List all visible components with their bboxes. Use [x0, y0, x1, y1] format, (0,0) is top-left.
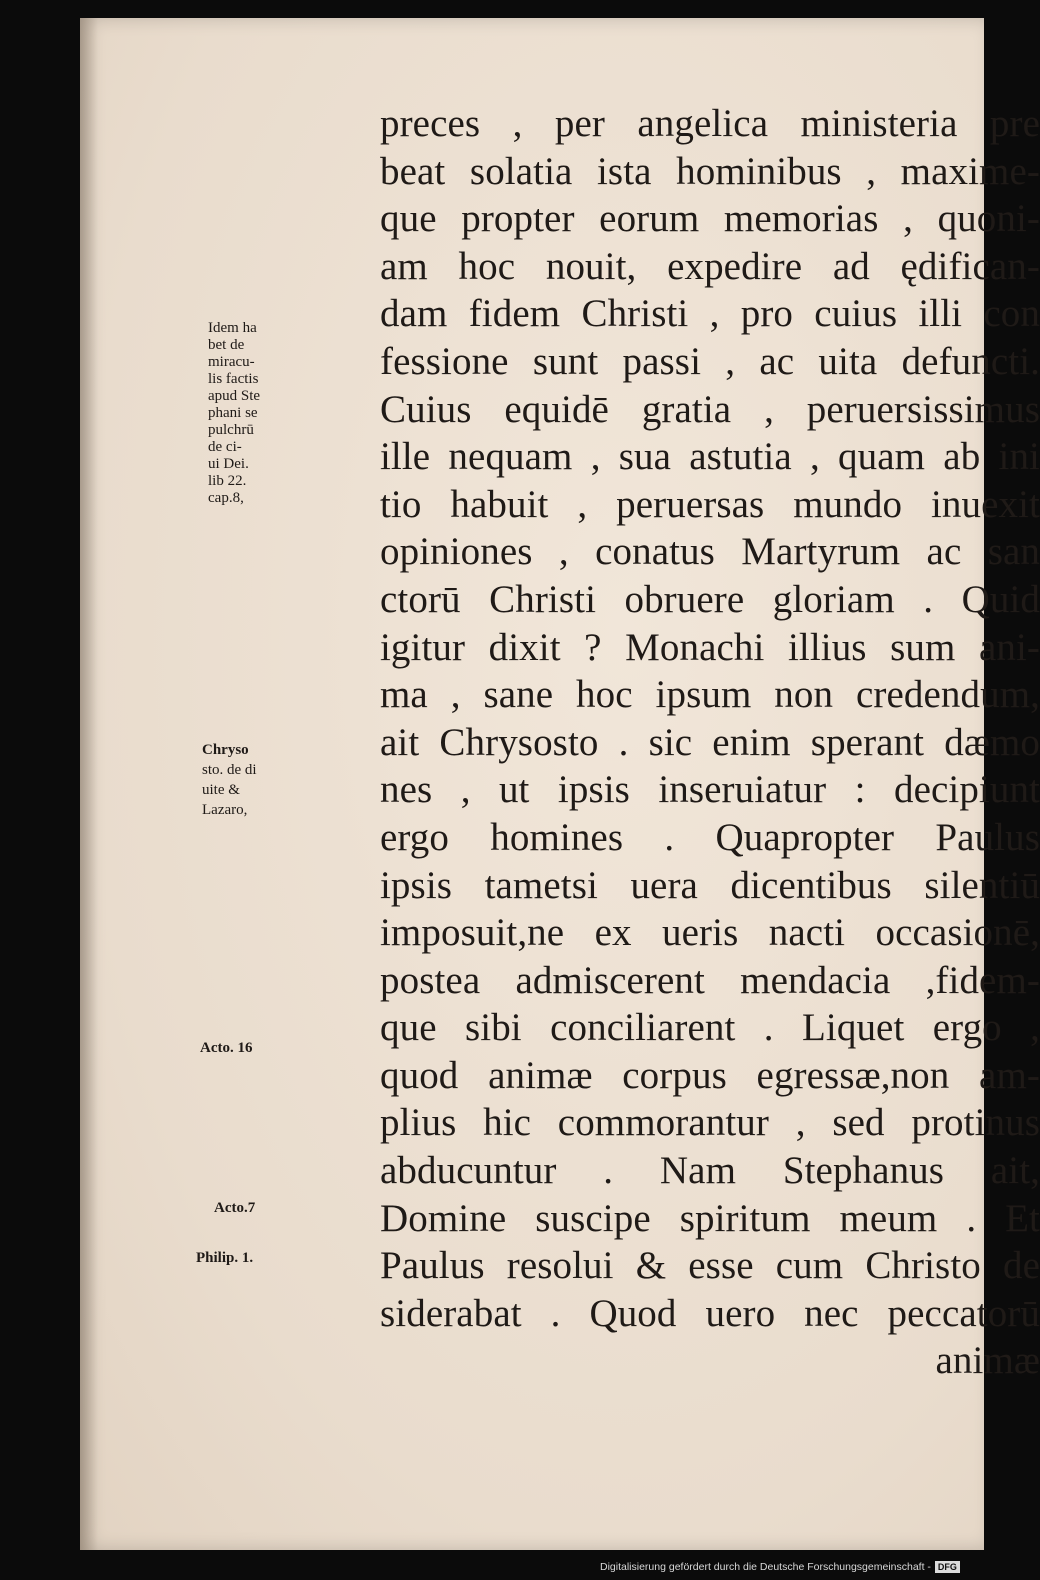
footer-text: Digitalisierung gefördert durch die Deutsche Forschungsgemeinschaft - — [600, 1561, 931, 1573]
text-line-3: que propter eorum memorias , quoni- — [380, 197, 1040, 241]
margin-line: Chryso — [202, 742, 249, 758]
text-line-20: que sibi conciliarent . Liquet ergo , — [380, 1006, 1040, 1050]
marginal-note-acts-7 — [214, 1200, 255, 1217]
text-line-6: fessione sunt passi , ac uita defuncti. — [380, 339, 1040, 383]
margin-line: ui Dei. — [208, 456, 249, 472]
text-line-18: imposuit,ne ex ueris nacti occasionē, — [380, 911, 1040, 955]
text-line-13: ma , sane hoc ipsum non credendum, — [380, 673, 1040, 717]
margin-line: Lazaro, — [202, 802, 248, 818]
margin-line: miracu- — [208, 354, 255, 370]
margin-line: Idem ha — [208, 320, 257, 336]
margin-line: phani se — [208, 405, 258, 421]
text-line-7: Cuius equidē gratia , peruersissimus — [380, 387, 1040, 431]
marginal-note-philip-1 — [196, 1250, 253, 1267]
main-text-block — [380, 100, 1040, 1385]
margin-line: pulchrū — [208, 422, 254, 438]
text-line-5: dam fidem Christi , pro cuius illi con — [380, 292, 1040, 336]
text-line-15: nes , ut ipsis inseruiatur : decipiunt — [380, 768, 1040, 812]
text-line-9: tio habuit , peruersas mundo inuexit — [380, 482, 1040, 526]
margin-line: lib 22. — [208, 473, 247, 489]
text-line-8: ille nequam , sua astutia , quam ab ini — [380, 435, 1040, 479]
margin-line: sto. de di — [202, 762, 257, 778]
text-line-19: postea admiscerent mendacia ,fidem- — [380, 958, 1040, 1002]
text-line-17: ipsis tametsi uera dicentibus silentiū — [380, 863, 1040, 907]
margin-line: de ci- — [208, 439, 242, 455]
margin-line: bet de — [208, 337, 245, 353]
text-line-12: igitur dixit ? Monachi illius sum ani- — [380, 625, 1040, 669]
digitization-footer — [600, 1558, 995, 1576]
text-line-16: ergo homines . Quapropter Paulus — [380, 815, 1040, 859]
margin-line: cap.8, — [208, 490, 244, 506]
marginal-note-chrysostom — [202, 740, 297, 820]
margin-line: Acto. 16 — [200, 1040, 253, 1056]
margin-line: Acto.7 — [214, 1200, 256, 1216]
text-line-2: beat solatia ista hominibus , maxime- — [380, 149, 1040, 193]
text-line-25: Paulus resolui & esse cum Christo de — [380, 1244, 1040, 1288]
text-line-4: am hoc nouit, expedire ad ędifican- — [380, 244, 1040, 288]
text-line-11: ctorū Christi obruere gloriam . Quid — [380, 577, 1040, 621]
marginal-note-acts-16 — [200, 1040, 253, 1057]
text-line-22: plius hic commorantur , sed protinus — [380, 1101, 1040, 1145]
dfg-logo-icon: DFG — [935, 1561, 960, 1573]
margin-line: apud Ste — [208, 388, 261, 404]
text-line-21: quod animæ corpus egressæ,non am- — [380, 1053, 1040, 1097]
text-line-14: ait Chrysosto . sic enim sperant dæmo — [380, 720, 1040, 764]
book-page — [80, 18, 1040, 1550]
margin-line: lis factis — [208, 371, 259, 387]
text-line-23: abducuntur . Nam Stephanus ait, — [380, 1149, 1040, 1193]
catchword: animæ — [935, 1339, 1040, 1383]
text-line-26: siderabat . Quod uero nec peccatorū — [380, 1291, 1040, 1335]
margin-line: Philip. 1. — [196, 1250, 254, 1266]
margin-line: uite & — [202, 782, 240, 798]
text-line-24: Domine suscipe spiritum meum . Et — [380, 1196, 1040, 1240]
text-line-10: opiniones , conatus Martyrum ac san — [380, 530, 1040, 574]
marginal-note-idem — [208, 320, 298, 507]
text-line-1: preces , per angelica ministeria pre — [380, 102, 1040, 145]
